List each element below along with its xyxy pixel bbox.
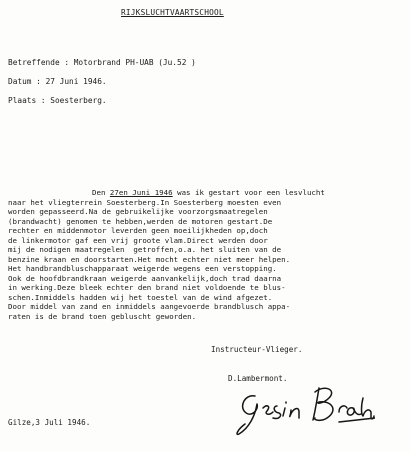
place-date: Gilze,3 Juli 1946. [8, 418, 91, 427]
field-date: Datum : 27 Juni 1946. [8, 77, 107, 86]
body-line-first-post: was ik gestart voor een lesvlucht [172, 188, 325, 197]
field-date-value: 27 Juni 1946. [45, 77, 107, 86]
signer-role: Instructeur-Vlieger. [211, 345, 303, 354]
field-subject: Betreffende : Motorbrand PH-UAB (Ju.52 ) [8, 58, 196, 67]
body-line: in werking.Deze bleek echter den brand niet voldoende te blus- [8, 283, 286, 292]
body-line-first [92, 188, 325, 198]
body-line-first-date: 27en Juni 1946 [109, 188, 173, 197]
body-line: Ook de hoofdbrandkraan weigerde aanvankelijk,doch trad daarna [8, 273, 282, 283]
field-subject-value: Motorbrand PH-UAB (Ju.52 ) [73, 58, 196, 67]
body-line: worden gepasseerd.Na de gebruikelijke voorzorgsmaatregelen [8, 207, 268, 216]
body-line: naar het vliegterrein Soesterberg.In Soesterberg moesten even [8, 197, 282, 207]
field-place-value: Soesterberg. [50, 96, 107, 105]
field-date-label: Datum [8, 77, 32, 86]
body-line: raten is de brand toen gebluscht geworden. [8, 311, 197, 321]
body-line-first-pre: Den [92, 188, 110, 197]
body-line: schen.Inmiddels hadden wij het toestel van de wind afgezet. [8, 292, 273, 302]
field-subject-label: Betreffende [8, 58, 60, 67]
field-place: Plaats : Soesterberg. [8, 96, 107, 105]
body-line: Het handbrandbluschapparaat weigerde wegens een verstopping. [8, 264, 277, 273]
signer-name: D.Lambermont. [228, 374, 288, 383]
document-heading: RIJKSLUCHTVAARTSCHOOL [121, 8, 224, 17]
body-line: rechter en middenmotor leverden geen moeilijkheden op,doch [8, 226, 268, 235]
body-line: benzine kraan en doorstarten.Het mocht echter niet meer helpen. [8, 254, 291, 264]
body-line: mij de nodigen maatregelen getroffen,o.a. het sluiten van de [8, 245, 282, 254]
handwritten-signature [235, 378, 375, 440]
body-line: de linkermotor gaf een vrij groote vlam.Direct werden door [8, 235, 268, 245]
field-place-label: Plaats [8, 96, 37, 105]
body-line: Door middel van zand en inmiddels aangevoerde brandblusch appa- [8, 302, 291, 311]
body-line: (brandwacht) genomen te hebben,werden de motoren gestart.De [8, 216, 273, 226]
